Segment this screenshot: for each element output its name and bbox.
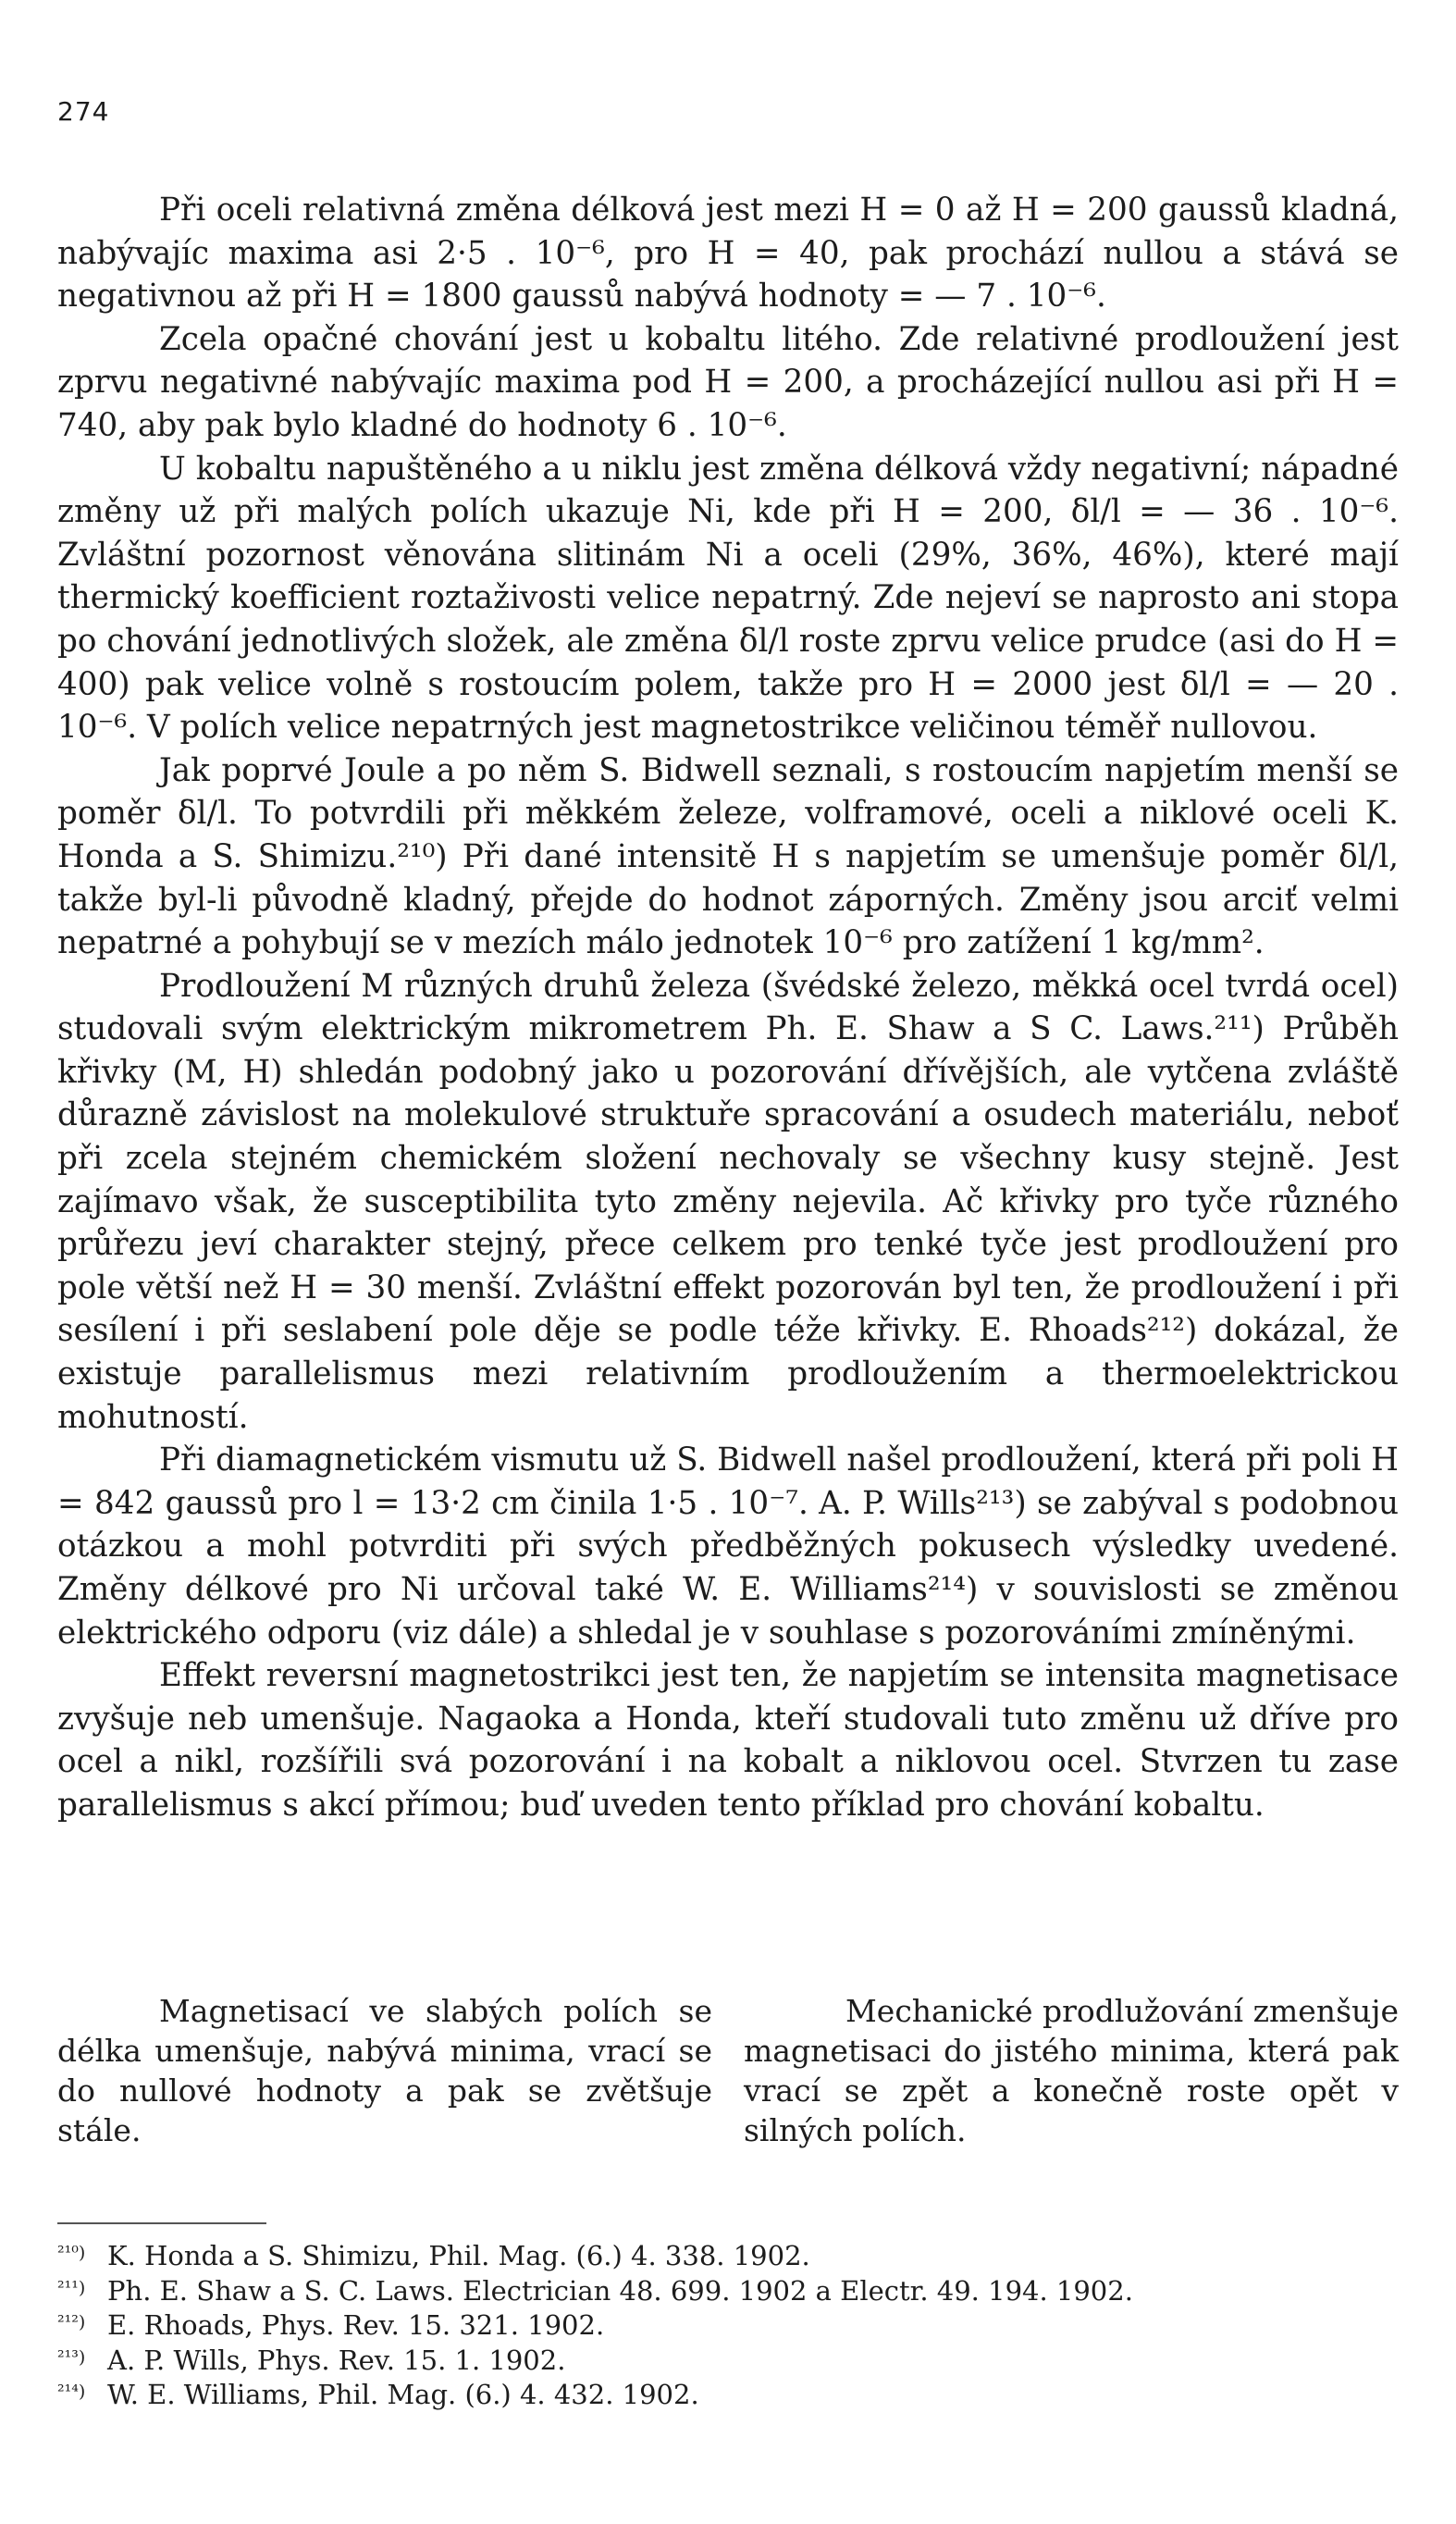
footnote	[57, 2378, 1399, 2413]
paragraph: Effekt reversní magnetostrikci jest ten, že napjetím se intensita magnetisace zvyšuje neb umenšuje. Nagaoka a Honda, kteří studovali tuto změnu už dříve pro ocel a nikl, rozšířili svá pozorování i na kobalt a niklovou ocel. Stvrzen tu zase parallelismus s akcí přímou; buď uveden tento příklad pro chování kobaltu.	[57, 1657, 1399, 1824]
footnote-text: A. P. Wills, Phys. Rev. 15. 1. 1902.	[107, 2344, 566, 2376]
column-text: Mechanické prodlužování zmenšuje magnetisaci do jistého minima, která pak vrací se zpět a konečně roste opět v silných polích.	[744, 1993, 1400, 2148]
footnote-text: K. Honda a S. Shimizu, Phil. Mag. (6.) 4. 338. 1902.	[107, 2240, 810, 2271]
left-column	[57, 1991, 712, 2150]
footnote	[57, 2239, 1399, 2274]
paragraph: Při diamagnetickém vismutu už S. Bidwell našel prodloužení, která při poli H = 842 gaussů pro l = 13·2 cm činila 1·5 . 10⁻⁷. A. P. Wills²¹³) se zabýval s podobnou otázkou a mohl potvrditi při svých předběžných pokusech výsledky uvedené. Změny délkové pro Ni určoval také W. E. Williams²¹⁴) v souvislosti se změnou elektrického odporu (viz dále) a shledal je v souhlase s pozorováními zmíněnými.	[57, 1441, 1399, 1652]
right-column	[744, 1991, 1399, 2150]
paragraph: U kobaltu napuštěného a u niklu jest změna délková vždy negativní; nápadné změny už při malých polích ukazuje Ni, kde při H = 200, δl/l = — 36 . 10⁻⁶. Zvláštní pozornost věnována slitinám Ni a oceli (29%, 36%, 46%), které mají thermický koefficient roztaživosti velice nepatrný. Zde nejeví se naprosto ani stopa po chování jednotlivých složek, ale změna δl/l roste zprvu velice prudce (asi do H = 400) pak velice volně s rostoucím polem, takže pro H = 2000 jest δl/l = — 20 . 10⁻⁶. V polích velice nepatrných jest magnetostrikce veličinou téměř nullovou.	[57, 450, 1399, 747]
footnote-divider	[57, 2222, 266, 2224]
paragraph: Při oceli relativná změna délková jest mezi H = 0 až H = 200 gaussů kladná, nabývajíc maxima asi 2·5 . 10⁻⁶, pro H = 40, pak prochází nullou a stává se negativnou až při H = 1800 gaussů nabývá hodnoty = — 7 . 10⁻⁶.	[57, 192, 1399, 316]
paragraph: Prodloužení M různých druhů železa (švédské železo, měkká ocel tvrdá ocel) studovali svým elektrickým mikrometrem Ph. E. Shaw a S C. Laws.²¹¹) Průběh křivky (M, H) shledán podobný jako u pozorování dřívějších, ale vytčena zvláště důrazně závislost na molekulové struktuře spracování a osudech materiálu, neboť při zcela stejném chemickém složení nechovaly se všechny kusy stejně. Jest zajímavo však, že susceptibilita tyto změny nejevila. Ač křivky pro tyče různého průřezu jeví charakter stejný, přece celkem pro tenké tyče jest prodloužení pro pole větší než H = 30 menší. Zvláštní effekt pozorován byl ten, že prodloužení i při sesílení i při seslabení pole děje se podle téže křivky. E. Rhoads²¹²) dokázal, že existuje parallelismus mezi relativním prodloužením a thermoelektrickou mohutností.	[57, 967, 1399, 1436]
footnote-number: ²¹²)	[57, 2312, 86, 2332]
footnote	[57, 2344, 1399, 2379]
footnote	[57, 2308, 1399, 2344]
paragraph: Jak poprvé Joule a po něm S. Bidwell seznali, s rostoucím napjetím menší se poměr δl/l. To potvrdili při měkkém železe, volframové, oceli a niklové oceli K. Honda a S. Shimizu.²¹⁰) Při dané intensitě H s napjetím se umenšuje poměr δl/l, takže byl-li původně kladný, přejde do hodnot záporných. Změny jsou arciť velmi nepatrné a pohybují se v mezích málo jednotek 10⁻⁶ pro zatížení 1 kg/mm².	[57, 751, 1399, 962]
footnote-number: ²¹³)	[57, 2346, 86, 2368]
footnote-number: ²¹¹)	[57, 2277, 86, 2298]
paragraph: Zcela opačné chování jest u kobaltu litého. Zde relativné prodloužení jest zprvu negativné nabývajíc maxima pod H = 200, a procházející nullou asi při H = 740, aby pak bylo kladné do hodnoty 6 . 10⁻⁶.	[57, 320, 1399, 444]
footnote	[57, 2274, 1399, 2309]
body-text	[57, 189, 1399, 1827]
column-text: Magnetisací ve slabých polích se délka umenšuje, nabývá minima, vrací se do nullové hodnoty a pak se zvětšuje stále.	[57, 1993, 712, 2148]
footnote-number: ²¹⁰)	[57, 2243, 86, 2263]
footnote-text: W. E. Williams, Phil. Mag. (6.) 4. 432. 1902.	[107, 2379, 699, 2410]
footnote-text: E. Rhoads, Phys. Rev. 15. 321. 1902.	[107, 2309, 605, 2341]
footnote-text: Ph. E. Shaw a S. C. Laws. Electrician 48. 699. 1902 a Electr. 49. 194. 1902.	[107, 2274, 1133, 2307]
footnotes	[57, 2239, 1399, 2413]
comparison-columns	[57, 1991, 1399, 2150]
footnote-number: ²¹⁴)	[57, 2382, 86, 2402]
page-number: 274	[57, 96, 110, 127]
